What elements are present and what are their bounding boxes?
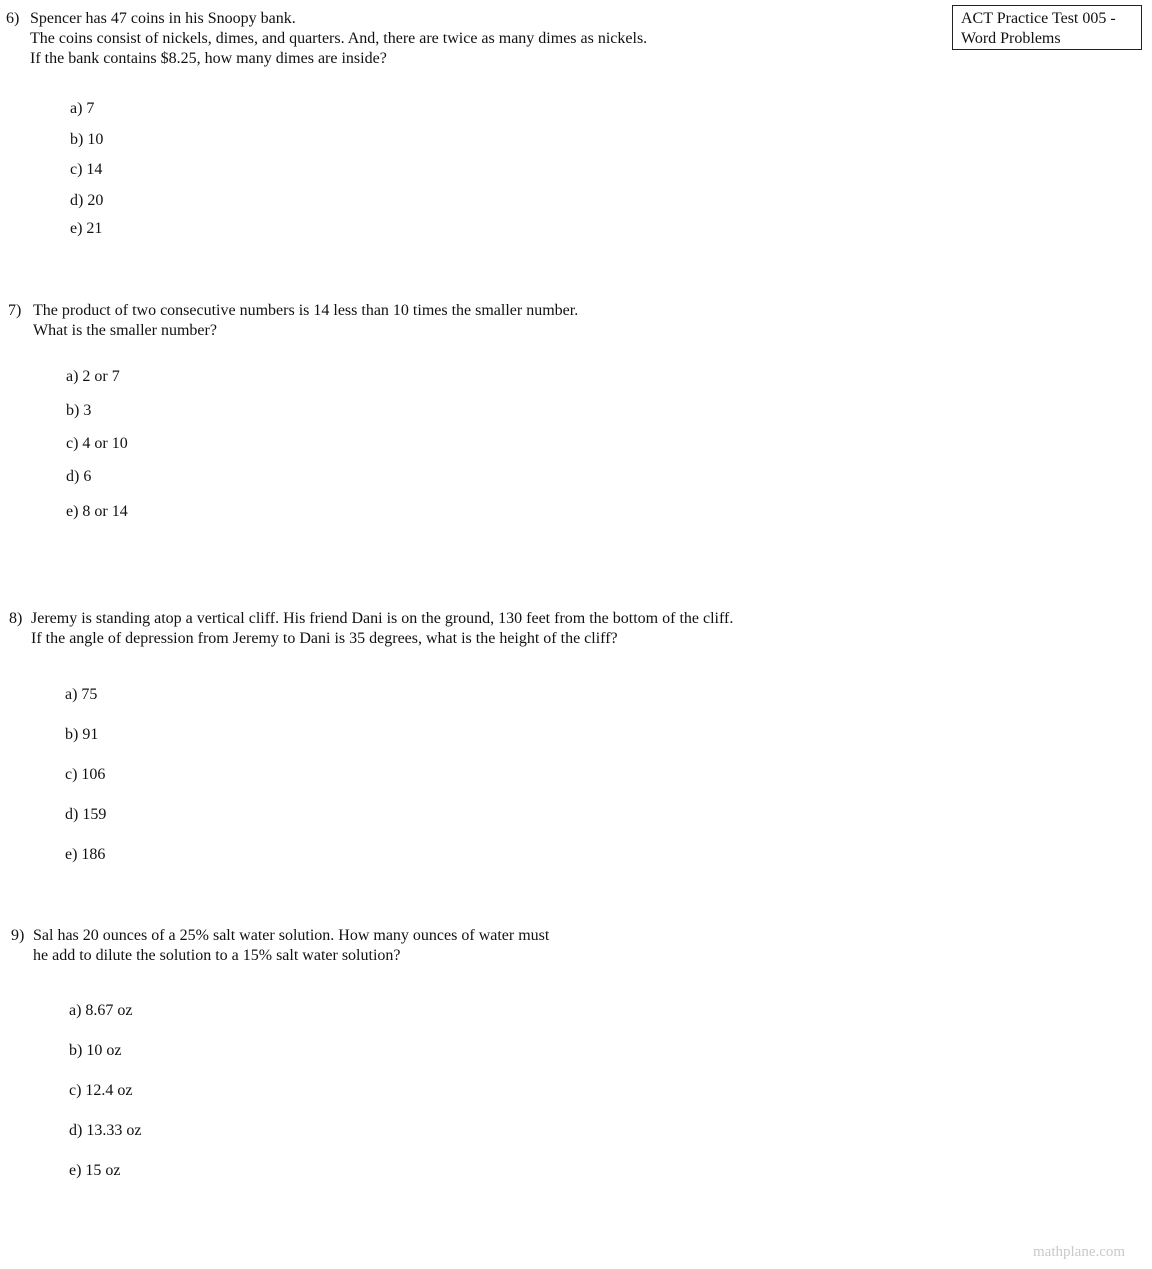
answer-choice-b[interactable]: b) 91: [65, 726, 99, 743]
question-text-line: Sal has 20 ounces of a 25% salt water solution. How many ounces of water must: [33, 927, 550, 944]
answer-choice-a[interactable]: a) 7: [70, 100, 95, 117]
answer-choice-c[interactable]: c) 12.4 oz: [69, 1082, 133, 1099]
answer-choice-c[interactable]: c) 14: [70, 161, 103, 178]
question-number: 8): [9, 610, 23, 627]
answer-choice-b[interactable]: b) 10 oz: [69, 1042, 122, 1059]
answer-choice-c[interactable]: c) 106: [65, 766, 106, 783]
answer-choice-e[interactable]: e) 21: [70, 220, 103, 237]
question-text-line: If the bank contains $8.25, how many dimes are inside?: [30, 50, 387, 67]
question-text-line: Spencer has 47 coins in his Snoopy bank.: [30, 10, 296, 27]
answer-choice-d[interactable]: d) 13.33 oz: [69, 1122, 142, 1139]
answer-choice-d[interactable]: d) 159: [65, 806, 107, 823]
answer-choice-e[interactable]: e) 186: [65, 846, 106, 863]
answer-choice-c[interactable]: c) 4 or 10: [66, 435, 128, 452]
answer-choice-a[interactable]: a) 8.67 oz: [69, 1002, 133, 1019]
answer-choice-b[interactable]: b) 10: [70, 131, 104, 148]
worksheet-title-line1: ACT Practice Test 005 -: [961, 10, 1116, 27]
question-text-line: Jeremy is standing atop a vertical cliff. His friend Dani is on the ground, 130 feet from the bottom of the cliff.: [31, 610, 734, 627]
question-number: 9): [11, 927, 25, 944]
worksheet-title-line2: Word Problems: [961, 30, 1061, 47]
watermark: mathplane.com: [1033, 1244, 1126, 1260]
question-text-line: The coins consist of nickels, dimes, and quarters. And, there are twice as many dimes as nickels.: [30, 30, 648, 47]
answer-choice-b[interactable]: b) 3: [66, 402, 92, 419]
answer-choice-e[interactable]: e) 8 or 14: [66, 503, 128, 520]
answer-choice-d[interactable]: d) 20: [70, 192, 104, 209]
question-text-line: he add to dilute the solution to a 15% salt water solution?: [33, 947, 401, 964]
worksheet-title-box: [952, 5, 1142, 50]
answer-choice-a[interactable]: a) 75: [65, 686, 98, 703]
answer-choice-a[interactable]: a) 2 or 7: [66, 368, 120, 385]
question-number: 6): [6, 10, 20, 27]
answer-choice-d[interactable]: d) 6: [66, 468, 92, 485]
question-text-line: The product of two consecutive numbers is 14 less than 10 times the smaller number.: [33, 302, 579, 319]
question-text-line: What is the smaller number?: [33, 322, 217, 339]
question-text-line: If the angle of depression from Jeremy to Dani is 35 degrees, what is the height of the cliff?: [31, 630, 618, 647]
question-number: 7): [8, 302, 22, 319]
answer-choice-e[interactable]: e) 15 oz: [69, 1162, 121, 1179]
